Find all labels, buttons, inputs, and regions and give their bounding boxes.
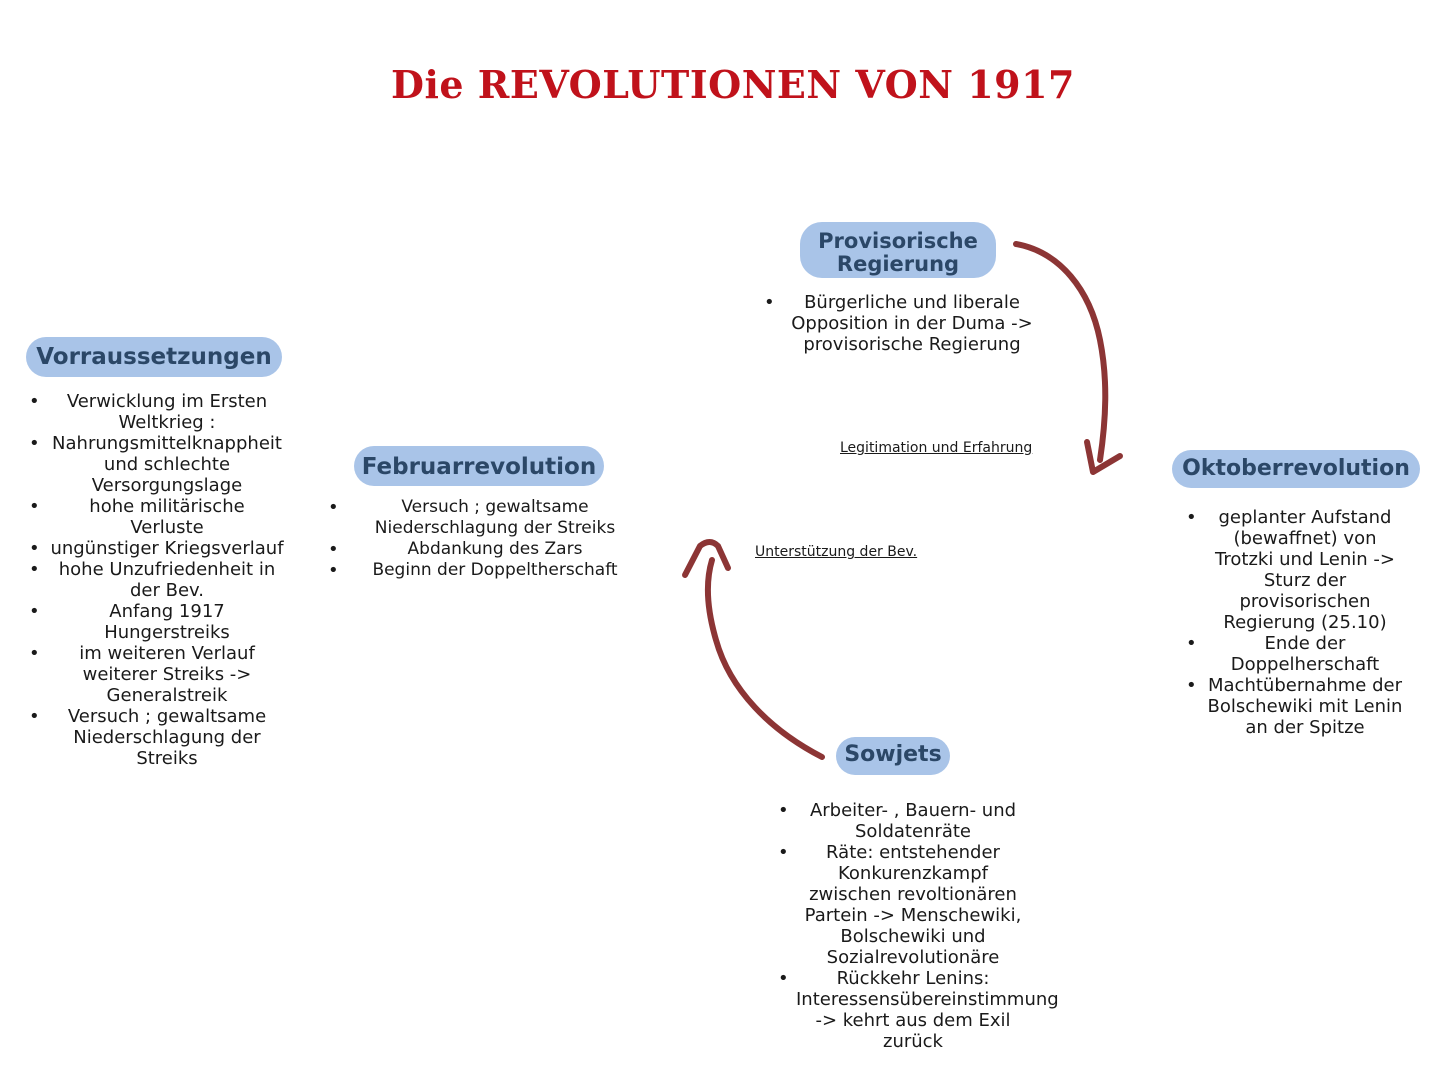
list-item: • Abdankung des Zars [352,539,638,560]
list-item: • im weiteren Verlauf weiterer Streiks -> Generalstreik [50,643,284,706]
list-item: • Versuch ; gewaltsame Niederschlagung der Streiks [352,497,638,539]
list-item: • Verwicklung im Ersten Weltkrieg : [50,391,284,433]
page-title: Die REVOLUTIONEN VON 1917 [391,62,1075,107]
heading-label-line1: Provisorische [818,229,978,253]
list-item: • Anfang 1917 Hungerstreiks [50,601,284,643]
heading-vorraussetzungen [26,337,282,377]
list-sowjets [796,800,1059,1052]
heading-label: Oktoberrevolution [1182,456,1410,481]
list-item: • Arbeiter- , Bauern- und Soldatenräte [796,800,1030,842]
list-februarrevolution [352,497,638,581]
list-provisorische-regierung [784,292,1040,355]
heading-label-line2: Regierung [836,252,960,276]
list-item: • ungünstiger Kriegsverlauf [50,538,284,559]
arrowhead-februar [685,542,728,575]
list-vorraussetzungen [50,391,284,769]
heading-sowjets [836,737,950,775]
heading-label: Februarrevolution [361,454,597,480]
list-item: • Versuch ; gewaltsame Niederschlagung der Streiks [50,706,284,769]
list-item: • Rückkehr Lenins: Interessensübereinstimmung -> kehrt aus dem Exil zurück [796,968,1030,1052]
list-item: • Machtübernahme der Bolschewiki mit Lenin an der Spitze [1206,675,1404,738]
list-item: • Bürgerliche und liberale Opposition in der Duma -> provisorische Regierung [784,292,1040,355]
edge-label-legitimation: Legitimation und Erfahrung [840,440,1033,456]
list-item: • geplanter Aufstand (bewaffnet) von Trotzki und Lenin -> Sturz der provisorischen Regierung (25.10) [1206,507,1404,633]
heading-oktoberrevolution [1172,450,1420,488]
arrow-sowjets-to-februar [708,560,822,757]
list-item: • Beginn der Doppeltherschaft [352,560,638,581]
list-oktoberrevolution [1206,507,1404,738]
list-item: • Nahrungsmittelknappheit und schlechte Versorgungslage [50,433,284,496]
list-item: • hohe Unzufriedenheit in der Bev. [50,559,284,601]
heading-februarrevolution [354,446,604,486]
list-item: • Räte: entstehender Konkurenzkampf zwischen revoltionären Partein -> Menschewiki, Bolschewiki und Sozialrevolutionäre [796,842,1030,968]
list-item: • hohe militärische Verluste [50,496,284,538]
heading-provisorische-regierung [800,222,996,278]
edge-label-unterstuetzung: Unterstützung der Bev. [755,544,918,560]
list-item: • Ende der Doppelherschaft [1206,633,1404,675]
heading-label: Sowjets [844,742,942,767]
heading-label: Vorraussetzungen [36,344,272,370]
